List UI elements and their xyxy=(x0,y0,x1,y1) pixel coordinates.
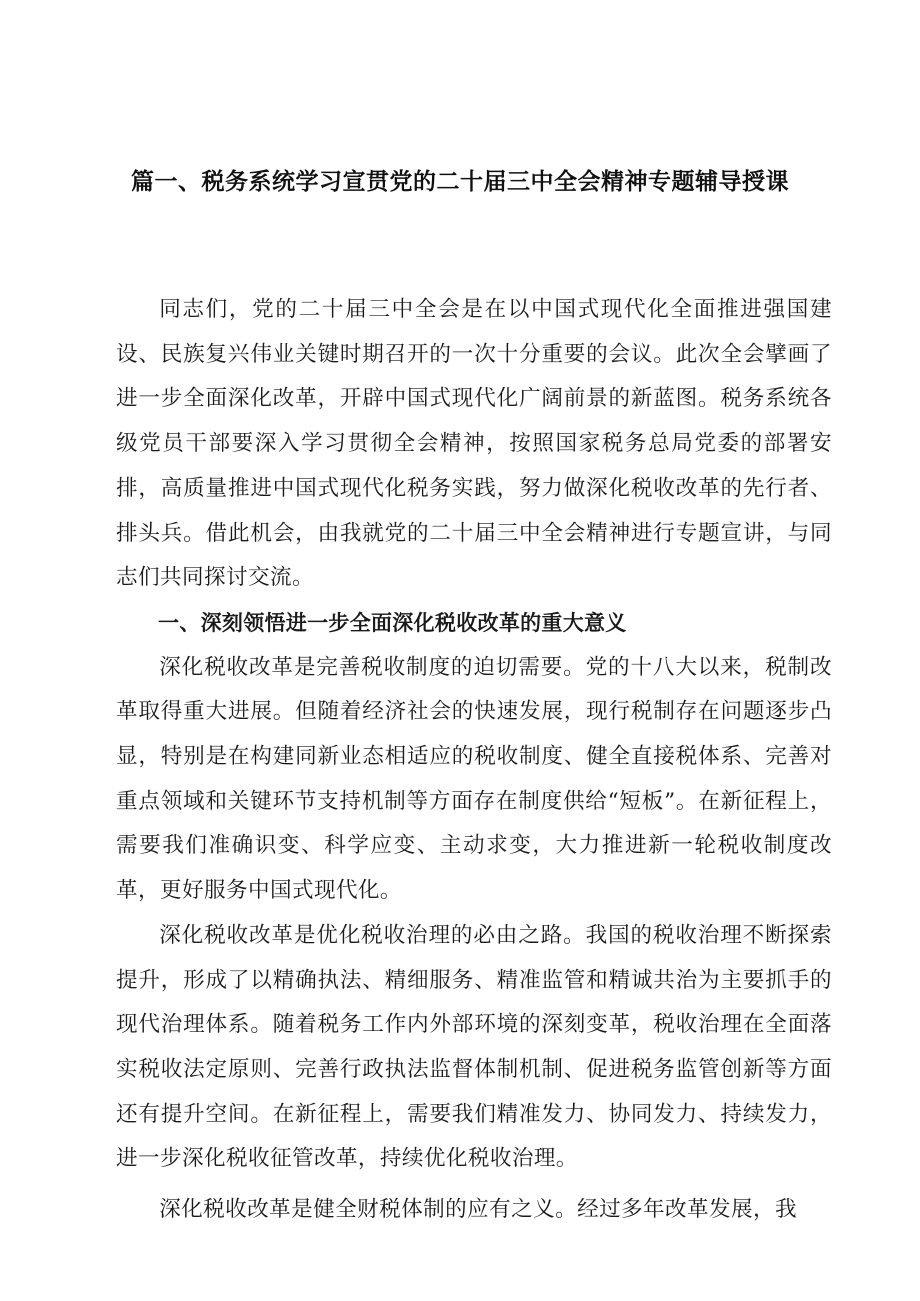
document-title: 篇一、税务系统学习宣贯党的二十届三中全会精神专题辅导授课 xyxy=(131,169,789,195)
paragraph-fiscal-system: 深化税收改革是健全财税体制的应有之义。经过多年改革发展，我 xyxy=(159,1197,798,1223)
section-heading-1: 一、深刻领悟进一步全面深化税收改革的重大意义 xyxy=(158,610,627,635)
paragraph-intro: 同志们，党的二十届三中全会是在以中国式现代化全面推进强国建设、民族复兴伟业关键时期召开的一次十分重要的会议。此次全会擘画了进一步全面深化改革，开辟中国式现代化广阔前景的新蓝图。税务系统各级党员干部要深入学习贯彻全会精神，按照国家税务总局党委的部署安排，高质量推进中国式现代化税务实践，努力做深化税收改革的先行者、排头兵。借此机会，由我就党的二十届三中全会精神进行专题宣讲，与同志们共同探讨交流。 xyxy=(116,297,832,591)
paragraph-tax-system: 深化税收改革是完善税收制度的迫切需要。党的十八大以来，税制改革取得重大进展。但随着经济社会的快速发展，现行税制存在问题逐步凸显，特别是在构建同新业态相适应的税收制度、健全直接税体系、完善对重点领域和关键环节支持机制等方面存在制度供给“短板”。在新征程上，需要我们准确识变、科学应变、主动求变，大力推进新一轮税收制度改革，更好服务中国式现代化。 xyxy=(116,654,832,904)
document-body xyxy=(116,288,832,1233)
paragraph-tax-governance: 深化税收改革是优化税收治理的必由之路。我国的税收治理不断探索提升，形成了以精确执法、精细服务、精准监管和精诚共治为主要抓手的现代治理体系。随着税务工作内外部环境的深刻变革，税收治理在全面落实税收法定原则、完善行政执法监督体制机制、促进税务监管创新等方面还有提升空间。在新征程上，需要我们精准发力、协同发力、持续发力，进一步深化税收征管改革，持续优化税收治理。 xyxy=(116,922,832,1172)
